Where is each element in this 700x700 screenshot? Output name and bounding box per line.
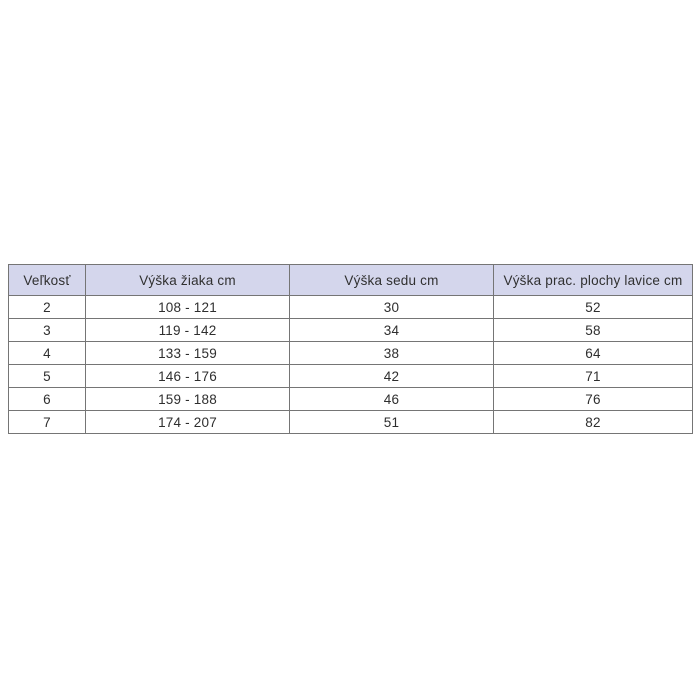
table-row bbox=[9, 296, 693, 319]
table-cell: 30 bbox=[290, 296, 494, 319]
table-cell: 7 bbox=[9, 411, 86, 434]
table-cell: 146 - 176 bbox=[86, 365, 290, 388]
table-cell: 2 bbox=[9, 296, 86, 319]
table-cell: 64 bbox=[494, 342, 693, 365]
table-cell: 71 bbox=[494, 365, 693, 388]
size-table-container bbox=[8, 264, 692, 434]
table-cell: 46 bbox=[290, 388, 494, 411]
header-cell-vyska-ziaka: Výška žiaka cm bbox=[86, 265, 290, 296]
table-cell: 6 bbox=[9, 388, 86, 411]
table-header-row bbox=[9, 265, 693, 296]
table-cell: 51 bbox=[290, 411, 494, 434]
size-table bbox=[8, 264, 693, 434]
table-row bbox=[9, 319, 693, 342]
table-cell: 38 bbox=[290, 342, 494, 365]
table-cell: 108 - 121 bbox=[86, 296, 290, 319]
table-cell: 82 bbox=[494, 411, 693, 434]
table-row bbox=[9, 411, 693, 434]
header-cell-velkost: Veľkosť bbox=[9, 265, 86, 296]
table-cell: 159 - 188 bbox=[86, 388, 290, 411]
table-cell: 34 bbox=[290, 319, 494, 342]
table-row bbox=[9, 342, 693, 365]
table-cell: 52 bbox=[494, 296, 693, 319]
table-cell: 133 - 159 bbox=[86, 342, 290, 365]
table-row bbox=[9, 388, 693, 411]
table-row bbox=[9, 365, 693, 388]
table-cell: 76 bbox=[494, 388, 693, 411]
table-cell: 119 - 142 bbox=[86, 319, 290, 342]
table-cell: 4 bbox=[9, 342, 86, 365]
header-cell-vyska-prac-plochy: Výška prac. plochy lavice cm bbox=[494, 265, 693, 296]
table-cell: 3 bbox=[9, 319, 86, 342]
table-cell: 174 - 207 bbox=[86, 411, 290, 434]
table-cell: 58 bbox=[494, 319, 693, 342]
table-cell: 5 bbox=[9, 365, 86, 388]
header-cell-vyska-sedu: Výška sedu cm bbox=[290, 265, 494, 296]
table-cell: 42 bbox=[290, 365, 494, 388]
